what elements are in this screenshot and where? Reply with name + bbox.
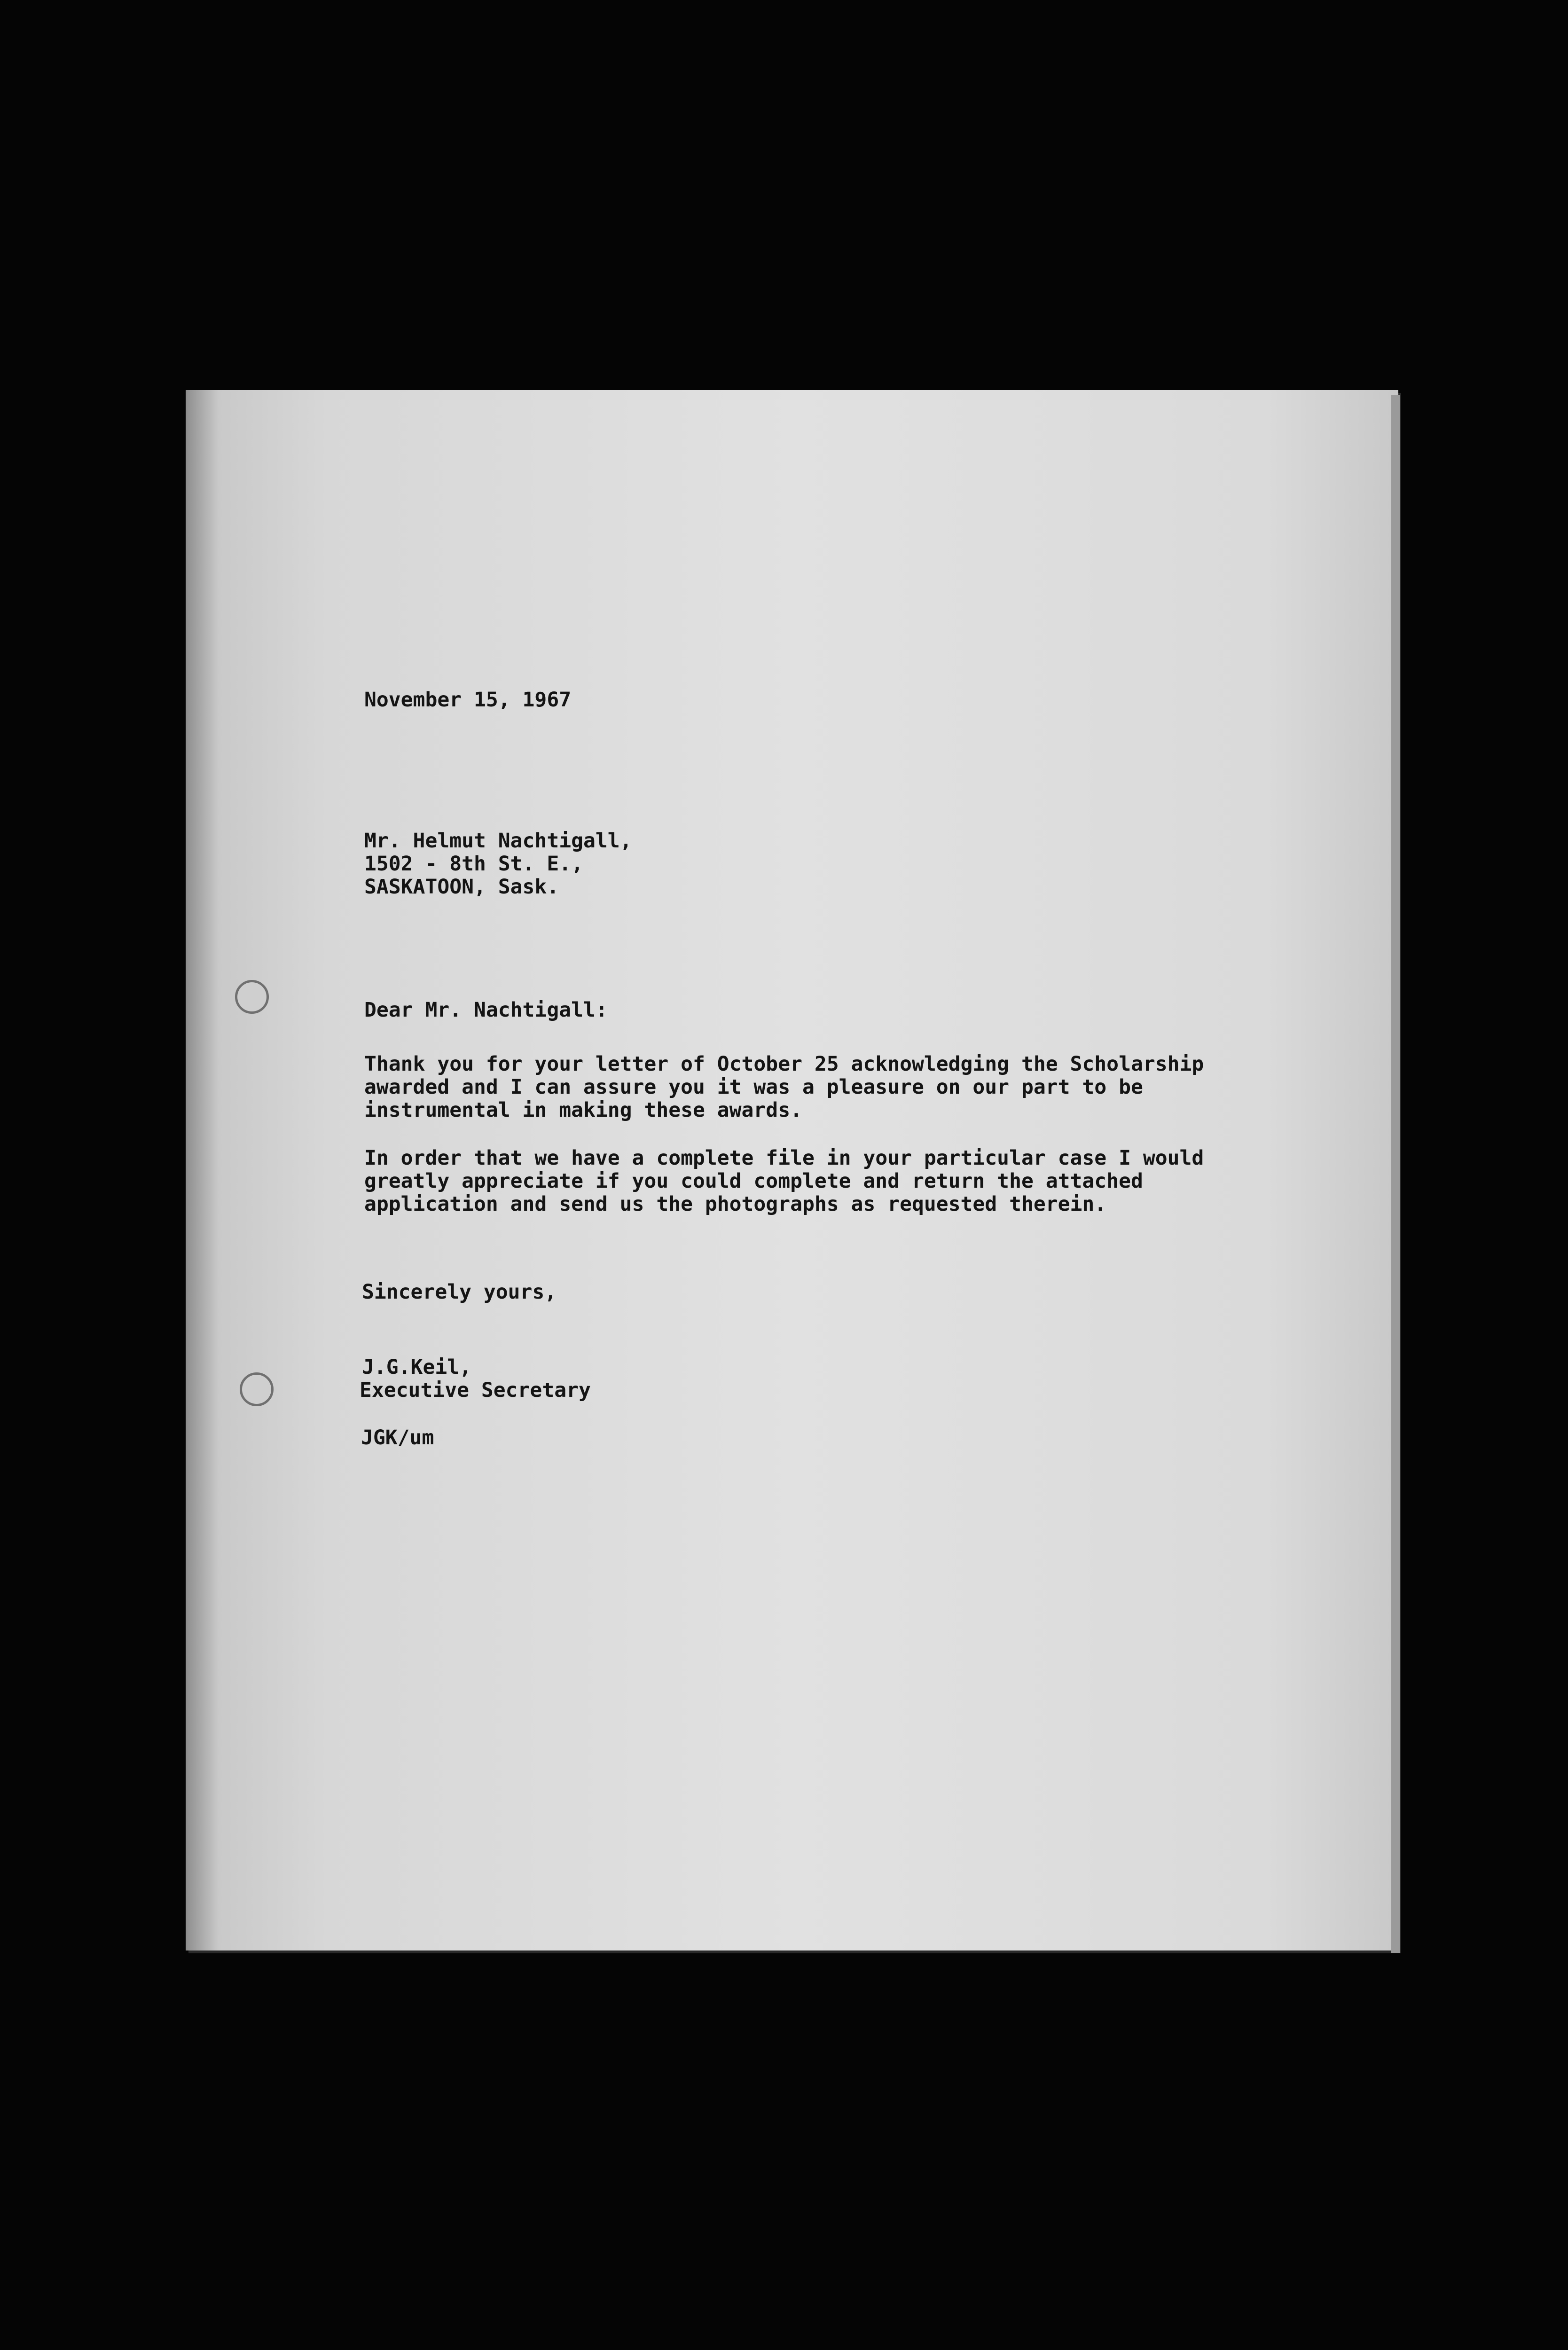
recipient-city: SASKATOON, Sask. — [364, 875, 559, 899]
recipient-street: 1502 - 8th St. E., — [364, 852, 583, 876]
punch-hole-icon — [240, 1372, 274, 1406]
signer-name: J.G.Keil, — [362, 1355, 471, 1379]
signer-title: Executive Secretary — [360, 1379, 591, 1402]
sheet-edge — [1391, 395, 1400, 1953]
punch-hole-icon — [235, 980, 269, 1014]
letter-date: November 15, 1967 — [364, 688, 572, 712]
closing: Sincerely yours, — [362, 1280, 557, 1304]
paragraph1-line3: instrumental in making these awards. — [364, 1098, 802, 1122]
paragraph2-line2: greatly appreciate if you could complete and return the attached — [364, 1169, 1143, 1193]
paragraph1-line2: awarded and I can assure you it was a pleasure on our part to be — [364, 1075, 1143, 1099]
reference-initials: JGK/um — [361, 1426, 434, 1449]
recipient-name: Mr. Helmut Nachtigall, — [364, 829, 632, 853]
paragraph2-line3: application and send us the photographs as requested therein. — [364, 1192, 1107, 1216]
paragraph2-line1: In order that we have a complete file in your particular case I would — [364, 1146, 1204, 1170]
salutation: Dear Mr. Nachtigall: — [364, 998, 608, 1022]
paragraph1-line1: Thank you for your letter of October 25 acknowledging the Scholarship — [364, 1052, 1204, 1076]
